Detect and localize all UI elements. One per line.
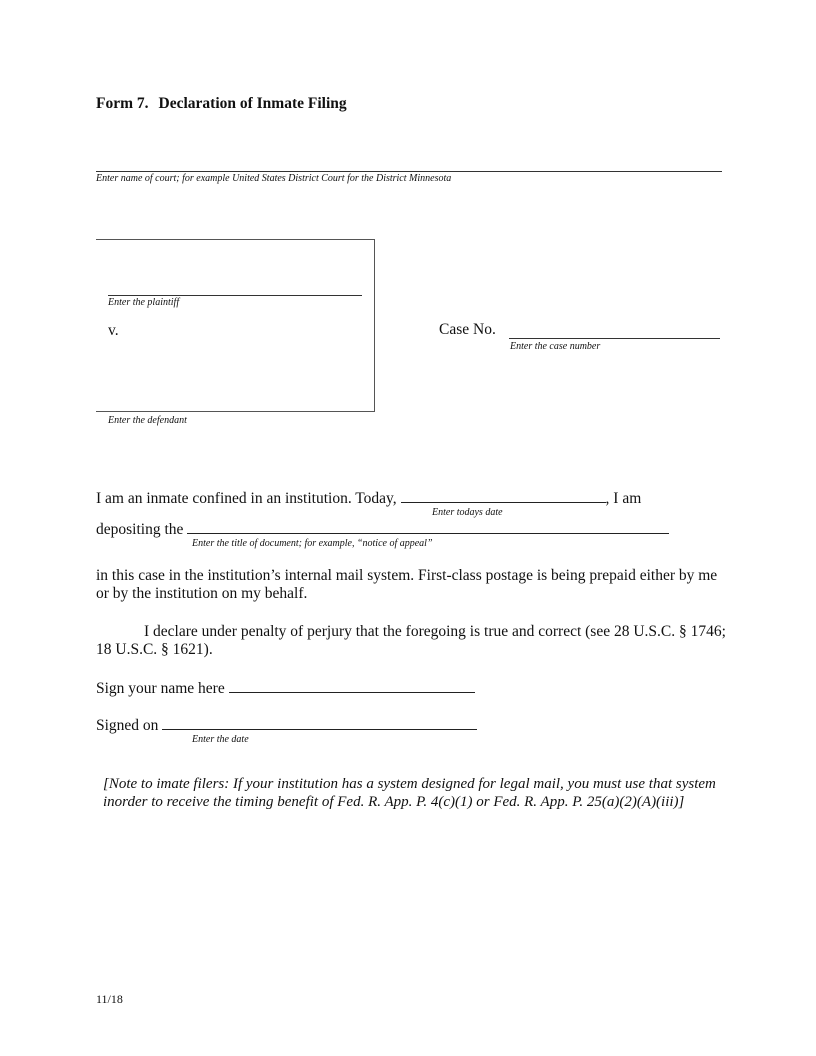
sign-name-label: Sign your name here [96,680,225,697]
mail-system-paragraph: in this case in the institution’s internal mail system. First-class postage is being prepaid either by me or by the institution on my behalf. [96,567,718,602]
form-title [96,95,347,113]
defendant-hint: Enter the defendant [108,415,187,426]
signature-field[interactable] [229,678,475,693]
plaintiff-hint: Enter the plaintiff [108,297,180,308]
versus-label: v. [108,322,119,339]
form-name: Declaration of Inmate Filing [158,95,347,112]
court-name-field[interactable] [96,171,722,172]
todays-date-field[interactable] [401,488,606,503]
perjury-paragraph: I declare under penalty of perjury that the foregoing is true and correct (see 28 U.S.C. § 1746; 18 U.S.C. § 1621). [96,623,726,658]
case-number-field[interactable] [509,338,720,339]
court-name-hint: Enter name of court; for example United States District Court for the District Minnesota [96,173,452,184]
declaration-line-1 [96,488,641,508]
signed-on-row [96,715,477,735]
signed-on-date-field[interactable] [162,715,477,730]
todays-date-hint: Enter todays date [432,507,503,518]
signed-on-label: Signed on [96,717,159,734]
sign-name-row [96,678,475,698]
case-number-label: Case No. [439,321,496,338]
signed-on-hint: Enter the date [192,734,249,745]
plaintiff-field[interactable] [108,295,362,296]
case-caption-box [96,239,375,412]
form-number: Form 7. [96,95,149,112]
revision-date: 11/18 [96,992,123,1006]
document-title-field[interactable] [187,519,669,534]
note-to-filers: [Note to imate filers: If your institution has a system designed for legal mail, you must use that system inorder to receive the timing benefit of Fed. R. App. P. 4(c)(1) or Fed. R. App. P. 25(a)(2)(A)(iii)] [103,776,716,810]
declaration-line-1-prefix: I am an inmate confined in an institution. Today, [96,490,397,507]
case-number-hint: Enter the case number [510,341,601,352]
declaration-line-2 [96,519,669,539]
declaration-line-1-suffix: , I am [605,490,642,507]
document-title-hint: Enter the title of document; for example, “notice of appeal” [192,538,433,549]
declaration-line-2-prefix: depositing the [96,521,184,538]
